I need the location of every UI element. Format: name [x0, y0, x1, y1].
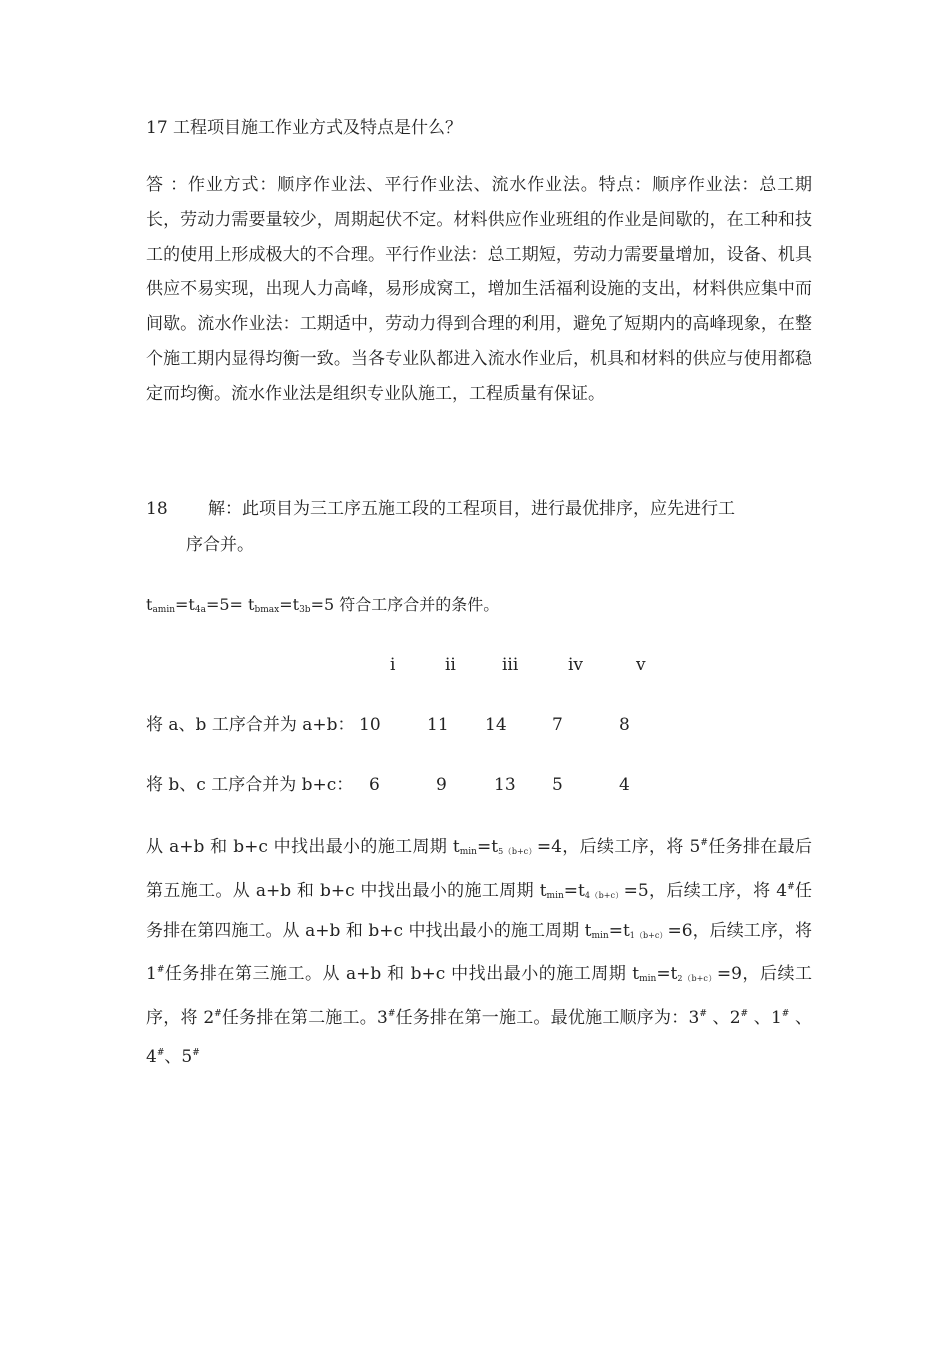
- optimal-sequence-explanation: 从 a+b 和 b+c 中找出最小的施工周期 $t_{min}=t5(b+c)=4$，后续工序，将 5#任务排在最后第五施工。从 a+b 和 b+c 中找出最小的施工周期 $t_{min}=t4(b+c)=5$，后续工序，将 4#任务排在第四施工。从 a+b 和 b+c 中找出最小的施工周期 $t_{min}=t1(b+c)=6$，后续工序，将 1#任务排在第三施工。从 a+b 和 b+c 中找出最小的施工周期 $t_{min}=t2(b+c)=9$，后续工序，将 2#任务排在第二施工。3#任务排在第一施工。最优施工顺序为：3# 、2# 、1# 、4#、5#: [146, 837, 813, 1067]
- question-18-intro-line2: 序合并。: [186, 535, 254, 555]
- merge-condition: $t_{amin}=t_{4a}=5= t_{bmax}=t_{3b}=5$ 符合工序合并的条件。: [146, 595, 500, 615]
- row-label: 将 b、c 工序合并为 b+c：: [146, 775, 354, 795]
- segment-header: v: [636, 655, 646, 675]
- row-value: 7: [552, 715, 563, 735]
- segment-header: ii: [445, 655, 456, 675]
- row-value: 5: [552, 775, 563, 795]
- row-value: 9: [436, 775, 447, 795]
- segment-header: iii: [502, 655, 519, 675]
- row-label: 将 a、b 工序合并为 a+b：: [146, 715, 355, 735]
- row-value: 13: [494, 775, 516, 795]
- question-18-number: 18: [146, 499, 168, 519]
- segment-header-row: [146, 652, 816, 678]
- document-page: [146, 0, 816, 1347]
- row-value: 8: [619, 715, 630, 735]
- row-value: 11: [427, 715, 449, 735]
- merged-ab-row: [146, 712, 816, 738]
- question-17-title: 17 工程项目施工作业方式及特点是什么？: [146, 118, 463, 138]
- segment-header: i: [390, 655, 396, 675]
- merged-bc-row: [146, 772, 816, 798]
- row-value: 6: [369, 775, 380, 795]
- segment-header: iv: [568, 655, 584, 675]
- row-value: 10: [359, 715, 381, 735]
- question-17-answer: 答 ：作业方式：顺序作业法、平行作业法、流水作业法。特点：顺序作业法：总工期长，劳动力需要量较少，周期起伏不定。材料供应作业班组的作业是间歇的，在工种和技工的使用上形成极大的不合理。平行作业法：总工期短，劳动力需要量增加，设备、机具供应不易实现，出现人力高峰，易形成窝工，增加生活福利设施的支出，材料供应集中而间歇。流水作业法：工期适中，劳动力得到合理的利用，避免了短期内的高峰现象，在整个施工期内显得均衡一致。当各专业队都进入流水作业后，机具和材料的供应与使用都稳定而均衡。流水作业法是组织专业队施工，工程质量有保证。: [146, 175, 812, 404]
- question-18-intro-line1: 解：此项目为三工序五施工段的工程项目，进行最优排序，应先进行工: [208, 499, 735, 519]
- row-value: 14: [485, 715, 507, 735]
- row-value: 4: [619, 775, 630, 795]
